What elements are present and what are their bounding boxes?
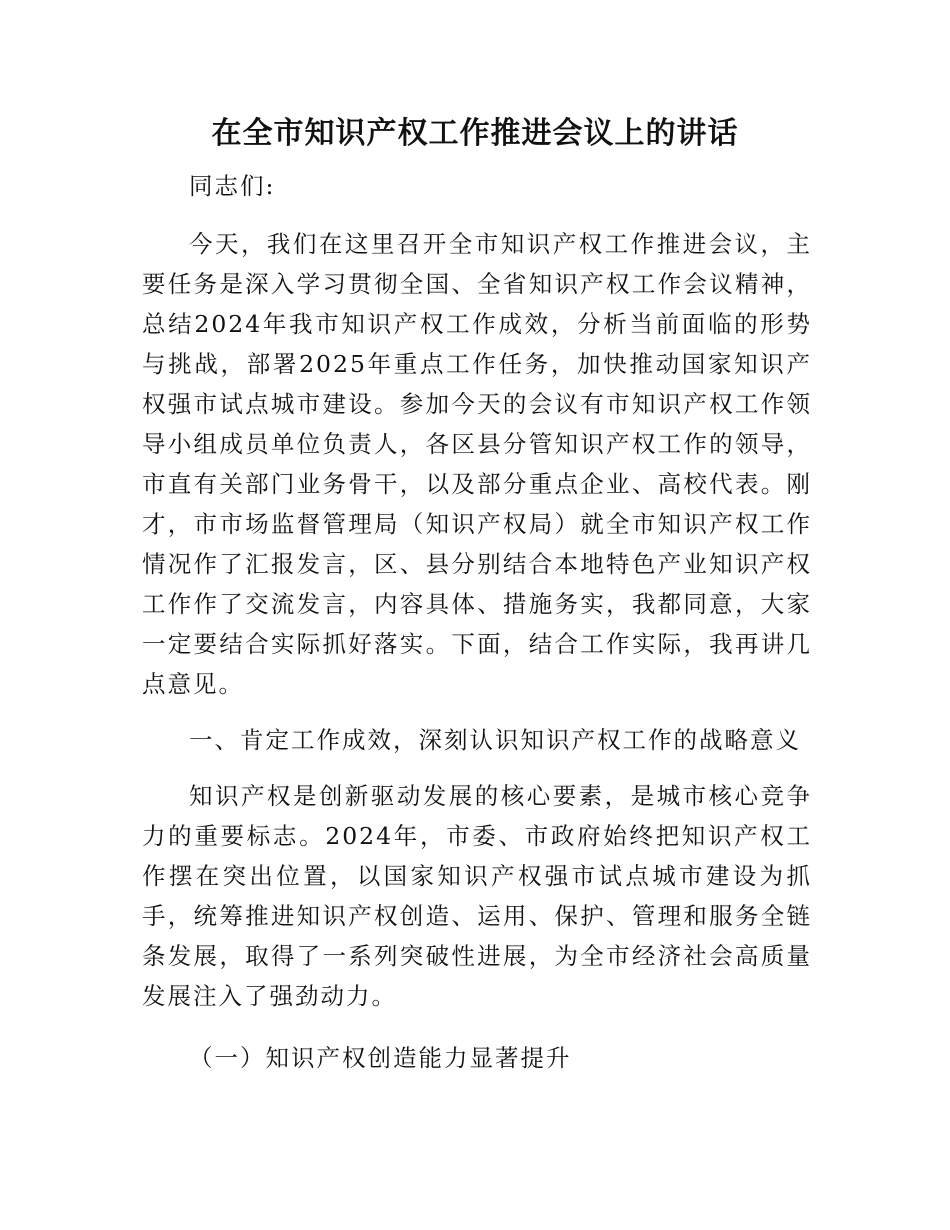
- page-title: 在全市知识产权工作推进会议上的讲话: [211, 116, 739, 151]
- document-body: [142, 166, 812, 1102]
- subsection-heading-1: （一）知识产权创造能力显著提升: [189, 1044, 572, 1072]
- paragraph-section-1: 知识产权是创新驱动发展的核心要素，是城市核心竞争力的重要标志。2024年，市委、市政府始终把知识产权工作摆在突出位置，以国家知识产权强市试点城市建设为抓手，统筹推进知识产权创造、运用、保护、管理和服务全链条发展，取得了一系列突破性进展，为全市经济社会高质量发展注入了强劲动力。: [142, 782, 812, 1010]
- greeting: 同志们:: [189, 172, 276, 200]
- section-heading-1: 一、肯定工作成效，深刻认识知识产权工作的战略意义: [189, 726, 801, 754]
- paragraph-intro: 今天，我们在这里召开全市知识产权工作推进会议，主要任务是深入学习贯彻全国、全省知识产权工作会议精神，总结2024年我市知识产权工作成效，分析当前面临的形势与挑战，部署2025年重点工作任务，加快推动国家知识产权强市试点城市建设。参加今天的会议有市知识产权工作领导小组成员单位负责人，各区县分管知识产权工作的领导，市直有关部门业务骨干，以及部分重点企业、高校代表。刚才，市市场监督管理局（知识产权局）就全市知识产权工作情况作了汇报发言，区、县分别结合本地特色产业知识产权工作作了交流发言，内容具体、措施务实，我都同意，大家一定要结合实际抓好落实。下面，结合工作实际，我再讲几点意见。: [142, 230, 812, 698]
